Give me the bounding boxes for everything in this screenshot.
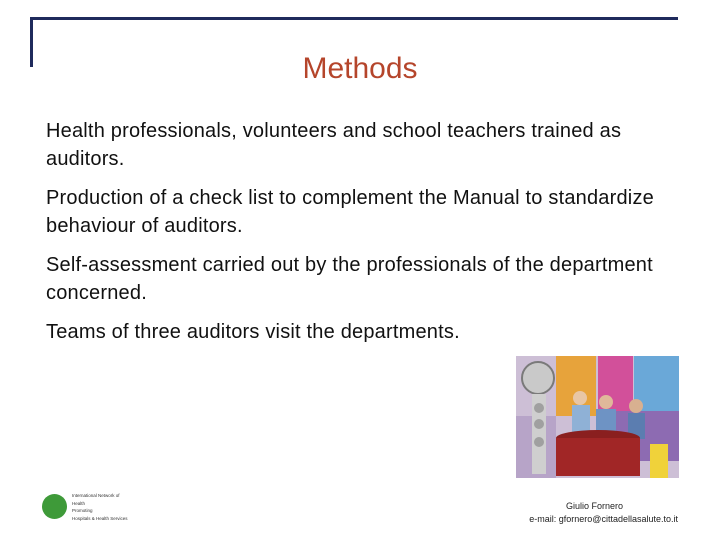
frame-top-line: [30, 17, 678, 20]
bullet-item: Production of a check list to complement the Manual to standardize behaviour of auditors.: [46, 187, 654, 237]
author-name: Giulio Fornero: [565, 501, 623, 511]
logo-line-1: International Network of: [72, 493, 120, 498]
bullet-list: [46, 117, 666, 357]
author-email: e-mail: gfornero@cittadellasalute.to.it: [529, 514, 678, 524]
logo-line-2: Health: [72, 500, 86, 506]
bullet-item: Teams of three auditors visit the departments.: [46, 321, 460, 343]
slide-title: [0, 52, 720, 86]
logo-text: [72, 492, 162, 522]
logo-line-4: Hospitals & Health Services: [72, 515, 128, 521]
hph-network-logo: [40, 490, 160, 526]
auditors-photo: [516, 356, 679, 478]
logo-line-3: Promoting: [72, 508, 93, 513]
footer-contact: [529, 500, 678, 526]
logo-circle-icon: [42, 494, 67, 519]
bullet-item: Health professionals, volunteers and school teachers trained as auditors.: [46, 120, 622, 170]
auditors-photo-illustration: [516, 356, 679, 478]
bullet-item: Self-assessment carried out by the professionals of the department concerned.: [46, 254, 653, 304]
slide-title-text: Methods: [302, 52, 418, 85]
